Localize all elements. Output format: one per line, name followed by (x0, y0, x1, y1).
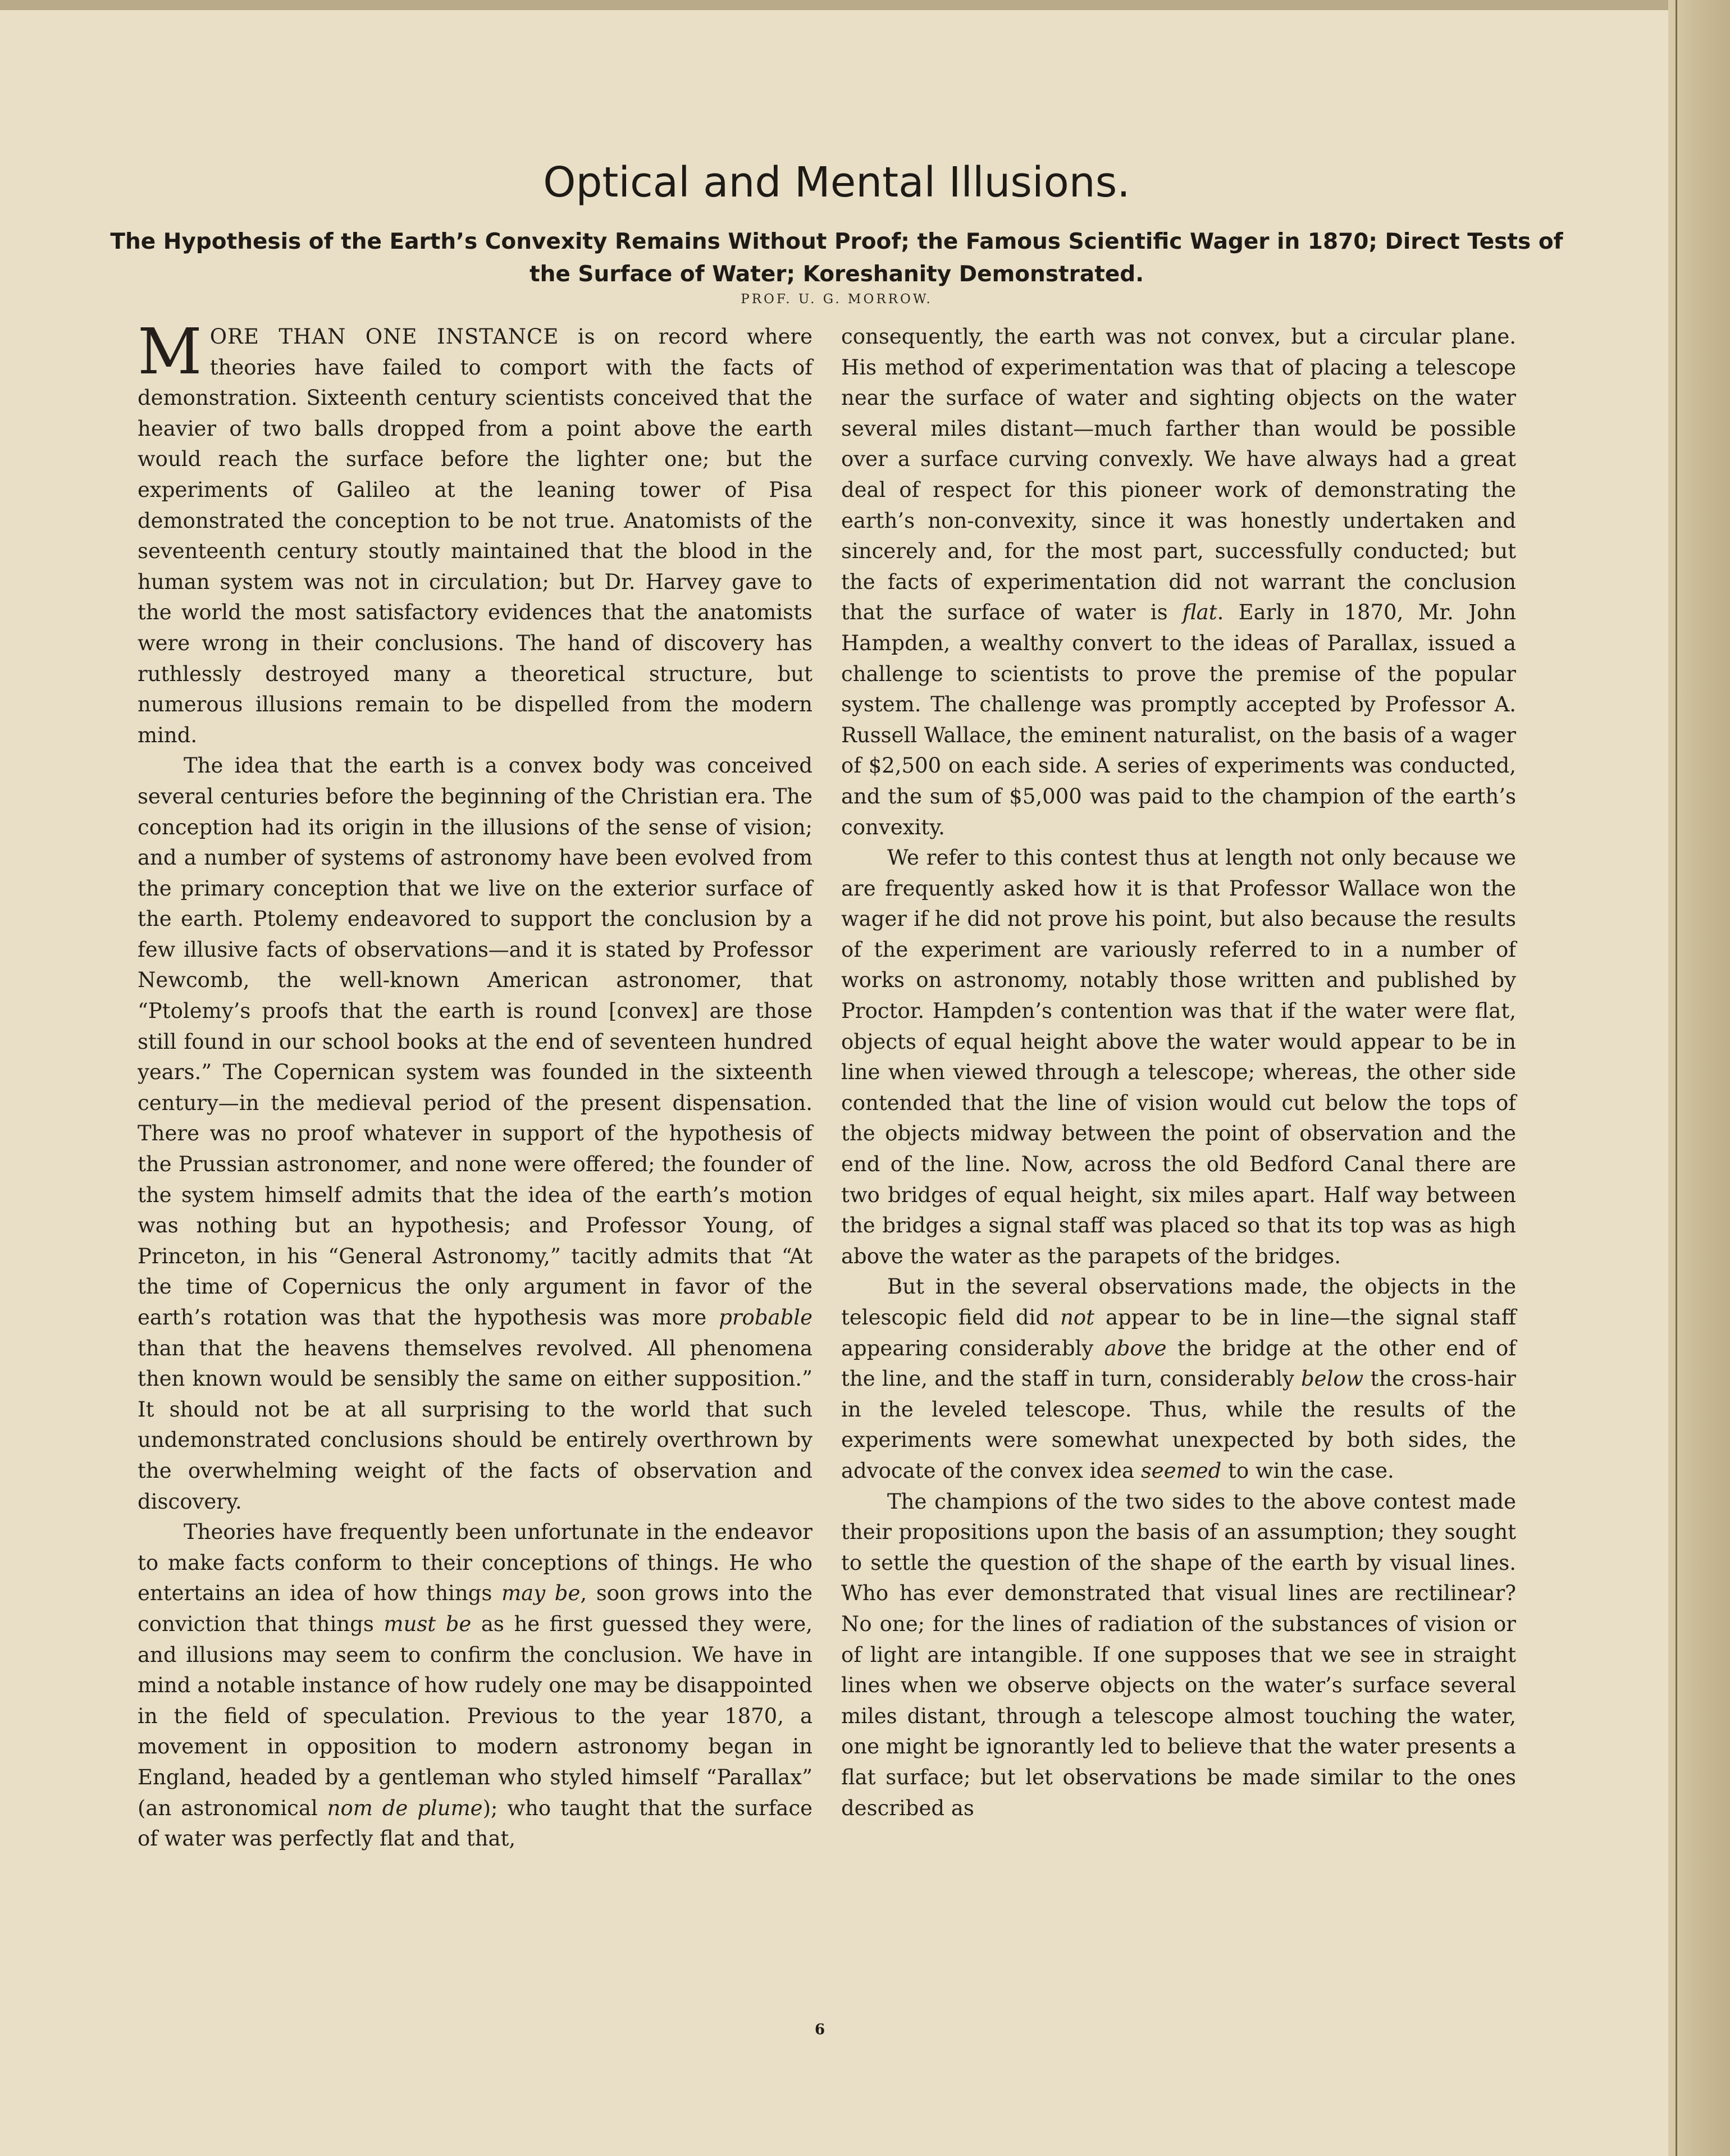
left-paragraph-3-part-a: Theories have frequently been unfortunate in the endeavor to make facts conform to their conceptions of things. He who entertains an idea of how things (138, 1520, 812, 1606)
right-paragraph-2: We refer to this contest thus at length not only because we are frequently asked how it is that Professor Wallace won the wager if he did not prove his point, but also because the results of the experiment are variously referred to in a number of works on astronomy, notably those written and published by Proctor. Hampden’s contention was that if the water were flat, objects of equal height above the water would appear to be in line when viewed through a telescope; whereas, the other side contended that the line of vision would cut below the tops of the objects midway between the point of observation and the end of the line. Now, across the old Bedford Canal there are two bridges of equal height, six miles apart. Half way between the bridges a signal staff was placed so that its top was as high above the water as the parapets of the bridges. (841, 846, 1516, 1268)
right-paragraph-3-part-a: But in the several observations made, the objects in the telescopic field did (841, 1275, 1516, 1330)
emphasis-nom-de-plume: nom de plume (327, 1796, 483, 1820)
right-paragraph-4: The champions of the two sides to the above contest made their propositions upon the basis of an assumption; they sought to settle the question of the shape of the earth by visual lines. Who has ever demonstrated that visual lines are rectilinear? No one; for the lines of radiation of the substances of vision or of light are intangible. If one supposes that we see in straight lines when we observe objects on the water’s surface several miles distant, through a telescope almost touching the water, one might be ignorantly led to believe that the water presents a flat surface; but let observations be made similar to the ones described as (841, 1489, 1516, 1820)
left-column (138, 316, 813, 1854)
emphasis-above: above (1104, 1336, 1167, 1360)
right-paragraph-3-part-e: to win the case. (1221, 1458, 1394, 1483)
right-paragraph-3-part-d: the cross-hair in the leveled telescope. Thus, while the results of the experiments were somewhat unexpected by both sides, the advocate of the convex idea (841, 1367, 1516, 1483)
emphasis-must-be: must be (384, 1611, 472, 1636)
drop-cap: M (138, 316, 202, 389)
emphasis-flat: flat (1182, 600, 1217, 625)
left-paragraph-3 (138, 1517, 812, 1854)
left-paragraph-2 (138, 751, 812, 1517)
article-byline: PROF. U. G. MORROW. (741, 292, 933, 307)
page-top-edge (0, 0, 1730, 10)
right-column (841, 322, 1516, 1824)
lead-in-caps: ORE THAN ONE INSTANCE (209, 325, 559, 349)
left-paragraph-2-text: The idea that the earth is a convex body was conceived several centuries before the beginning of the Christian era. The conception had its origin in the illusions of the sense of vision; and a number of systems of astronomy have been evolved from the primary conception that we live on the exterior surface of the earth. Ptolemy endeavored to support the conclusion by a few illusive facts of observations—and it is stated by Professor Newcomb, the well-known American astronomer, that “Ptolemy’s proofs that the earth is round [convex] are those still found in our school books at the end of seventeen hundred years.” The Copernican system was founded in the sixteenth century—in the medieval period of the present dispensation. There was no proof whatever in support of the hypothesis of the Prussian astronomer, and none were offered; the founder of the system himself admits that the idea of the earth’s motion was nothing but an hypothesis; and Professor Young, of Princeton, in his “General Astronomy,” tacitly admits that “At the time of Copernicus the only argument in favor of the earth’s rotation was that the hypothesis was more (138, 753, 812, 1330)
right-paragraph-1-part-a: consequently, the earth was not convex, but a circular plane. His method of experimentation was that of placing a telescope near the surface of water and sighting objects on the water several miles distant—much farther than would be possible over a surface curving convexly. We have always had a great deal of respect for this pioneer work of demonstrating the earth’s non-convexity, since it was honestly undertaken and sincerely and, for the most part, successfully conducted; but the facts of experimentation did not warrant the conclusion that the surface of water is (841, 325, 1516, 625)
article-subtitle: The Hypothesis of the Earth’s Convexity Remains Without Proof; the Famous Scientific Wager in 1870; Direct Tests of the Surface of Water; Koreshanity Demonstrated. (110, 229, 1563, 287)
right-paragraph-3-part-c: the bridge at the other end of the line, and the staff in turn, considerably (841, 1336, 1516, 1391)
left-paragraph-1-text: is on record where theories have failed to comport with the facts of demonstration. Sixteenth century scientists conceived that the heavier of two balls dropped from a point above the earth would reach the surface before the lighter one; but the experiments of Galileo at the leaning tower of Pisa demonstrated the conception to be not true. Anatomists of the seventeenth century stoutly maintained that the blood in the human system was not in circulation; but Dr. Harvey gave to the world the most satisfactory evidences that the anatomists were wrong in their conclusions. The hand of discovery has ruthlessly destroyed many a theoretical structure, but numerous illusions remain to be dispelled from the modern mind. (138, 325, 812, 747)
left-paragraph-3-part-d: ); who taught that the surface of water was perfectly flat and that, (138, 1796, 812, 1851)
emphasis-below: below (1300, 1367, 1364, 1391)
left-paragraph-3-part-b: , soon grows into the conviction that things (138, 1581, 813, 1636)
right-paragraph-1-part-b: . Early in 1870, Mr. John Hampden, a wealthy convert to the ideas of Parallax, issued a challenge to scientists to prove the premise of the popular system. The challenge was promptly accepted by Professor A. Russell Wallace, the eminent naturalist, on the basis of a wager of $2,500 on each side. A series of experiments was conducted, and the sum of $5,000 was paid to the champion of the earth’s convexity. (841, 600, 1516, 839)
emphasis-may-be: may be (501, 1581, 581, 1606)
binding-line (1676, 0, 1677, 2156)
left-paragraph-3-part-c: as he first guessed they were, and illusions may seem to confirm the conclusion. We have in mind a notable instance of how rudely one may be disappointed in the field of speculation. Previous to the year 1870, a movement in opposition to modern astronomy began in England, headed by a gentleman who styled himself “Parallax” (an astronomical (138, 1611, 812, 1820)
article-title: Optical and Mental Illusions. (543, 158, 1130, 207)
right-paragraph-3-part-b: appear to be in line—the signal staff appearing considerably (841, 1305, 1516, 1360)
right-paragraph-3 (841, 1272, 1516, 1486)
right-paragraph-1 (841, 322, 1516, 843)
emphasis-probable: probable (719, 1305, 812, 1330)
emphasis-seemed: seemed (1140, 1458, 1222, 1483)
left-paragraph-1 (138, 316, 812, 751)
emphasis-not: not (1060, 1305, 1095, 1330)
left-paragraph-2-end: than that the heavens themselves revolved. All phenomena then known would be sensibly the same on either supposition.” It should not be at all surprising to the world that such undemonstrated conclusions should be entirely overthrown by the overwhelming weight of the facts of observation and discovery. (138, 1336, 812, 1514)
page-binding-edge (1668, 0, 1730, 2156)
page-number: 6 (814, 2021, 825, 2038)
